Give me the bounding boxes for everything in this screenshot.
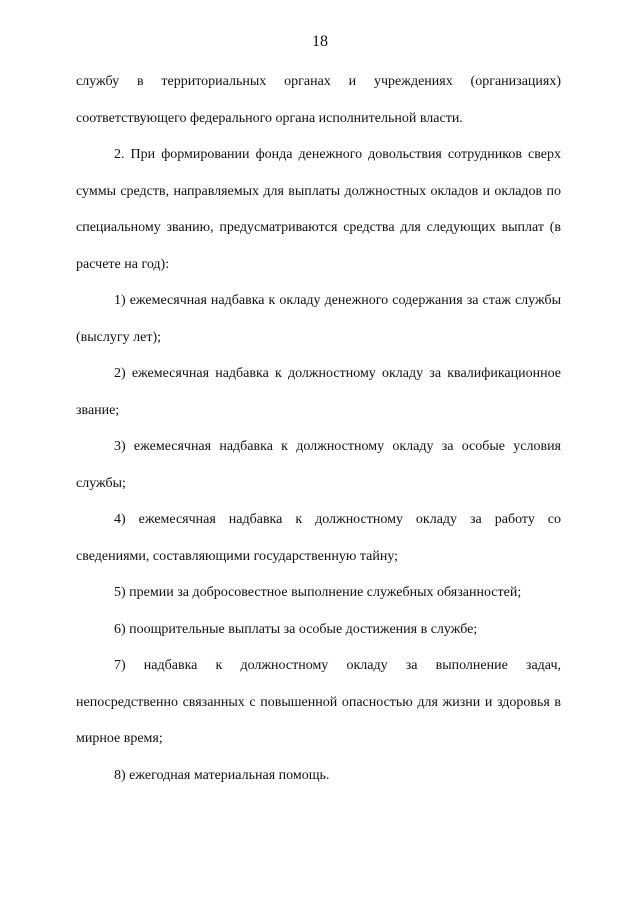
list-item-7: 7) надбавка к должностному окладу за выполнение задач, непосредственно связанных с повышенной опасностью для жизни и здоровья в мирное время; — [76, 658, 561, 746]
list-item-2: 2) ежемесячная надбавка к должностному окладу за квалификационное звание; — [76, 366, 561, 418]
list-item-4: 4) ежемесячная надбавка к должностному окладу за работу со сведениями, составляющими государственную тайну; — [76, 512, 561, 564]
list-item-8: 8) ежегодная материальная помощь. — [114, 767, 330, 783]
paragraph-section-2: 2. При формировании фонда денежного довольствия сотрудников сверх суммы средств, направляемых для выплаты должностных окладов и окладов по специальному званию, предусматриваются средства для следующих выплат (в расчете на год): — [76, 147, 561, 272]
paragraph-continuation: службу в территориальных органах и учреждениях (организациях) соответствующего федерального органа исполнительной власти. — [76, 74, 561, 126]
document-body — [76, 64, 561, 794]
page-number: 18 — [312, 33, 328, 50]
list-item-1: 1) ежемесячная надбавка к окладу денежного содержания за стаж службы (выслугу лет); — [76, 293, 561, 345]
list-item-5: 5) премии за добросовестное выполнение служебных обязанностей; — [114, 585, 522, 600]
list-item-3: 3) ежемесячная надбавка к должностному окладу за особые условия службы; — [76, 439, 561, 491]
list-item-6: 6) поощрительные выплаты за особые достижения в службе; — [114, 621, 478, 637]
